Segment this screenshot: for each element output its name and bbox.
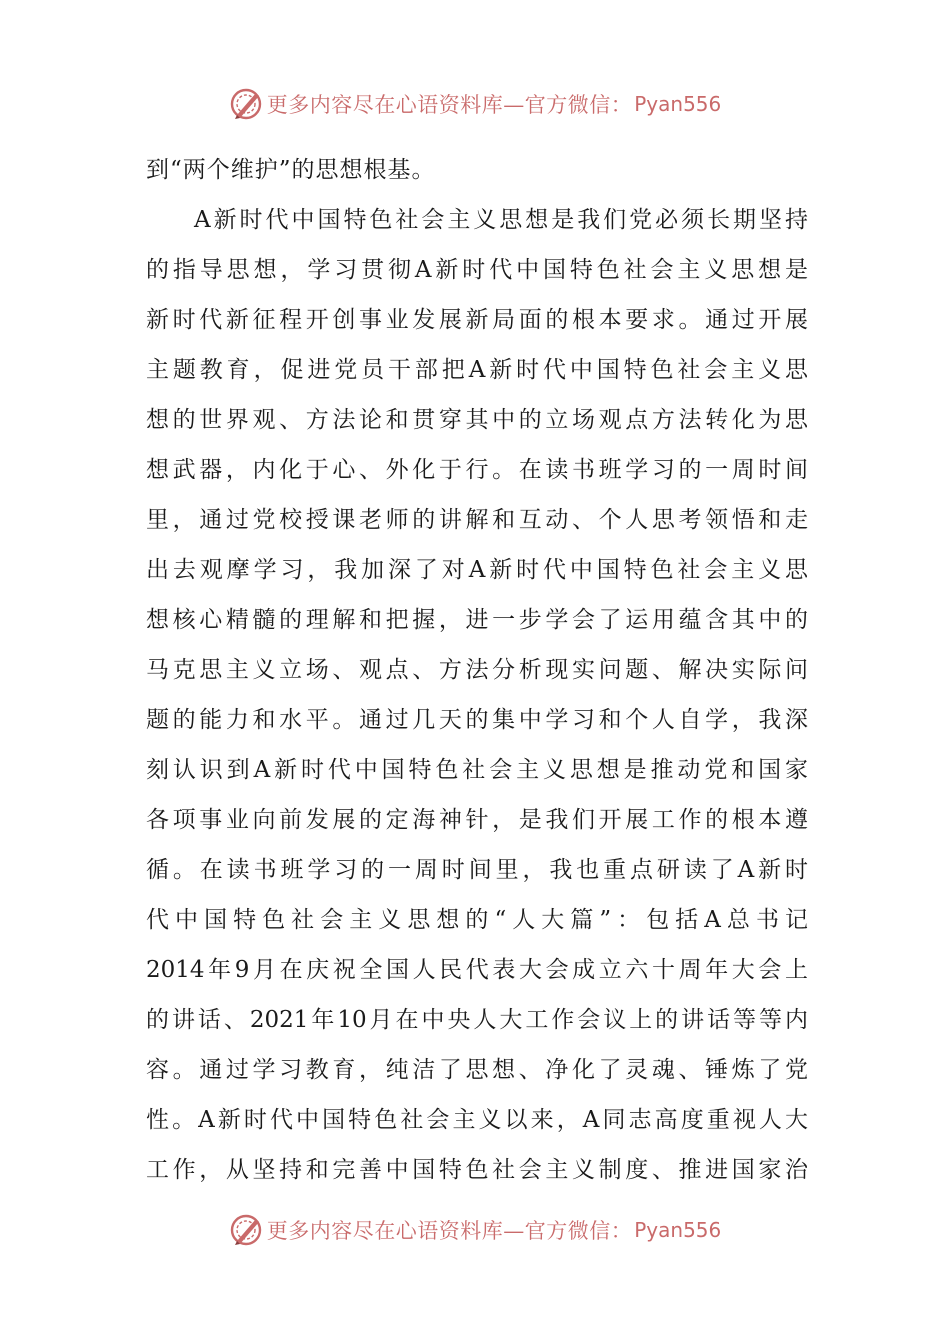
watermark-wechat-id: Pyan556 [634,92,722,116]
pen-logo-icon [229,87,263,121]
body-line: 各项事业向前发展的定海神针，是我们开展工作的根本遵 [146,807,808,833]
body-line: 马克思主义立场、观点、方法分析现实问题、解决实际问 [146,657,808,683]
body-line: 刻认识到A新时代中国特色社会主义思想是推动党和国家 [146,757,808,783]
body-line: 主题教育，促进党员干部把A新时代中国特色社会主义思 [146,357,808,383]
body-line: A新时代中国特色社会主义思想是我们党必须长期坚持 [194,207,808,233]
body-line: 新时代新征程开创事业发展新局面的根本要求。通过开展 [146,307,808,333]
body-line: 题的能力和水平。通过几天的集中学习和个人自学，我深 [146,707,808,733]
watermark-banner-bottom [0,1210,950,1250]
body-line: 出去观摩学习，我加深了对A新时代中国特色社会主义思 [146,557,808,583]
body-line: 想的世界观、方法论和贯穿其中的立场观点方法转化为思 [146,407,808,433]
body-line: 里，通过党校授课老师的讲解和互动、个人思考领悟和走 [146,507,808,533]
watermark-wechat-id: Pyan556 [634,1218,722,1242]
body-line: 性。A新时代中国特色社会主义以来，A同志高度重视人大 [146,1107,808,1133]
body-line: 工作，从坚持和完善中国特色社会主义制度、推进国家治 [146,1157,808,1183]
body-line: 代中国特色社会主义思想的“人大篇”：包括A总书记 [146,907,808,933]
body-line: 循。在读书班学习的一周时间里，我也重点研读了A新时 [146,857,808,883]
body-line: 想武器，内化于心、外化于行。在读书班学习的一周时间 [146,457,808,483]
body-line: 容。通过学习教育，纯洁了思想、净化了灵魂、锤炼了党 [146,1057,808,1083]
watermark-banner-top [0,84,950,124]
watermark-text: 更多内容尽在心语资料库—官方微信： [266,1219,633,1243]
watermark-text: 更多内容尽在心语资料库—官方微信： [266,93,633,117]
document-body [146,145,808,1195]
body-line: 的讲话、2021年10月在中央人大工作会议上的讲话等等内 [146,1007,808,1033]
body-line: 到“两个维护”的思想根基。 [146,157,436,183]
body-line: 的指导思想，学习贯彻A新时代中国特色社会主义思想是 [146,257,808,283]
pen-logo-icon [229,1213,263,1247]
body-line: 想核心精髓的理解和把握，进一步学会了运用蕴含其中的 [146,607,808,633]
body-line: 2014年9月在庆祝全国人民代表大会成立六十周年大会上 [146,957,808,983]
